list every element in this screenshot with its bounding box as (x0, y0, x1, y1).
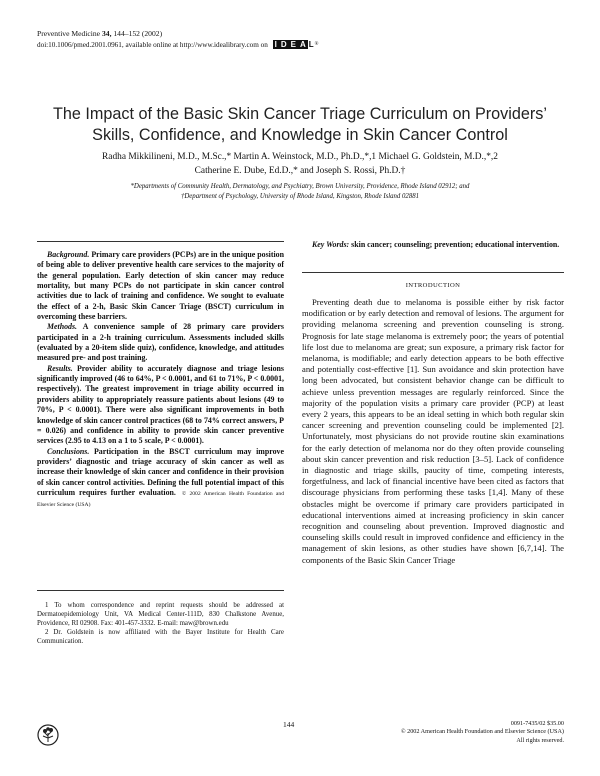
abstract-results (37, 364, 284, 447)
abstract (37, 250, 284, 511)
author-list (40, 150, 560, 178)
keywords (302, 240, 564, 251)
abstract-text: Participation in the BSCT curriculum may improve providers’ diagnostic and triage accuracy of skin cancer as well as increase their knowledge of skin cancer and confidence in their provision of skin cancer control activities. Defining the full potential impact of this curriculum requires further evaluation. (37, 446, 284, 497)
author-line: Catherine E. Dube, Ed.D.,* and Joseph S. Rossi, Ph.D.† (194, 166, 406, 176)
abstract-text: A convenience sample of 28 primary care providers participated in a 2-h training curriculum. Assessments included skills (evaluated by a 20-item slide quiz), confidence, knowledge, and attitudes measured pre- and post training. (37, 322, 284, 363)
section-head: Conclusions. (47, 446, 90, 456)
abstract-top-rule (37, 241, 284, 242)
issn-price: 0091-7435/02 $35.00 (510, 720, 564, 727)
affiliation-line: *Departments of Community Health, Dermatology, and Psychiatry, Brown University, Providence, Rhode Island 02912; and (130, 183, 470, 190)
logo-letter: I (274, 40, 277, 50)
abstract-text: Primary care providers (PCPs) are in the unique position of being able to deliver preventive health care services to the majority of the general population. Early detection of skin cancer may reduce mortality, but many PCPs do not participate in skin cancer control activities due to lack of training and confidence. We sought to evaluate the effect of a 2-h, Basic Skin Cancer Triage (BSCT) curriculum in overcoming these barriers. (37, 250, 284, 322)
footnote-2: 2 Dr. Goldstein is now affiliated with the Bayer Institute for Health Care Communication. (37, 629, 284, 646)
author-line: Radha Mikkilineni, M.D., M.Sc.,* Martin A. Weinstock, M.D., Ph.D.,*,1 Michael G. Goldstein, M.D.,*,2 (102, 152, 498, 162)
journal-citation (37, 29, 162, 39)
journal-pages: 144–152 (2002) (113, 29, 163, 38)
publisher-info (401, 720, 564, 745)
abstract-text: Provider ability to accurately diagnose and triage lesions significantly improved (46 to 64%, P < 0.0001, and 61 to 71%, P < 0.0001, respectively). The greatest improvement in triage ability occurred in providers ability to appropriately reassure patients about lesions (49 to 70%, P < 0.0001). There were also significant improvements in both knowledge of skin cancer control practices (68 to 74% correct answers, P = 0.026) and confidence in ability to provide skin cancer preventive services (2.95 to 4.13 on a 1 to 5 scale, P < 0.0001). (37, 363, 284, 446)
doi-line (37, 40, 318, 50)
abstract-methods (37, 322, 284, 363)
abstract-conclusions (37, 447, 284, 511)
keywords-label: Key Words: (312, 240, 350, 249)
section-head: Results. (47, 363, 73, 373)
footer-copyright: © 2002 American Health Foundation and Elsevier Science (USA) (400, 728, 564, 736)
footnote-1: 1 To whom correspondence and reprint requests should be addressed at Dermatoepidemiology Unit, VA Medical Center-111D, 830 Chalkstone Avenue, Providence, RI 02908. Fax: 401-457-3332. E-mail: maw@brown.edu (37, 602, 284, 628)
logo-letter: D (280, 40, 287, 50)
abstract-background (37, 250, 284, 322)
title-line: The Impact of the Basic Skin Cancer Triage Curriculum on Providers’ (53, 105, 547, 123)
abstract-bottom-rule (37, 590, 284, 591)
logo-registered: ® (314, 42, 319, 48)
affiliation-line: †Department of Psychology, University of Rhode Island, Kingston, Rhode Island 02881 (180, 193, 420, 200)
article-title (20, 104, 580, 146)
logo-letter: L (308, 40, 314, 50)
page-number: 144 (283, 720, 295, 729)
journal-name: Preventive Medicine (37, 29, 101, 38)
abstract-copyright: © 2002 American Health Foundation and Elsevier Science (USA) (37, 490, 284, 509)
journal-volume: 34, (101, 29, 112, 38)
affiliations (30, 182, 570, 202)
ideal-logo (273, 40, 319, 50)
section-head: Background. (47, 250, 90, 259)
doi-text: doi:10.1006/pmed.2001.0961, available online at http://www.idealibrary.com on (37, 41, 268, 49)
logo-letter: E (290, 40, 296, 50)
title-line: Skills, Confidence, and Knowledge in Skin Cancer Control (92, 126, 508, 144)
keywords-rule (302, 272, 564, 273)
footnotes (37, 601, 284, 646)
rights-reserved: All rights reserved. (516, 736, 564, 744)
section-head: Methods. (47, 322, 78, 332)
intro-paragraph: Preventing death due to melanoma is possible either by risk factor modification or by early detection and removal of lesions. The argument for providing melanoma screening and prevention counseling is strong. Prognosis for late stage melanoma is extremely poor; the years of potential life lost due to melanoma are great; sun exposure, a primary risk factor for melanoma, is modifiable; and early detection appears to be both effective and potentially cost-effective [1]. Sun avoidance and skin protection have long been advocated, but consistent behavior change can be difficult to achieve unless prevention messages are regularly reinforced. Since the majority of the population visits a primary care provider (PCP) at least every 2 years, this appears to be an ideal setting in which both regular skin cancer screening and prevention counseling could be implemented [2]. Unfortunately, most physicians do not provide routine skin examinations for the early detection of melanoma nor do they often provide counseling about skin cancer prevention and risk reduction [3–5]. Lack of confidence in diagnostic and triage skills, paucity of time, competing interests, forgetfulness, and lack of financial incentive have been cited as factors that discourage physicians from performing these tasks [1,4]. Many of these obstacles might be overcome if primary care providers participated in educational interventions aimed at increasing proficiency in skin cancer recognition and counseling about prevention. Improved diagnostic and counseling skills could result in improved confidence and efficiency in the management of skin lesions, as other studies have shown [6,7,14]. The components of the Basic Skin Cancer Triage (302, 297, 564, 565)
logo-letter: A (299, 40, 306, 50)
elsevier-tree-icon (37, 724, 59, 746)
introduction-body (302, 297, 564, 566)
introduction-heading: INTRODUCTION (405, 282, 461, 289)
keywords-text: skin cancer; counseling; prevention; educational intervention. (351, 240, 560, 249)
